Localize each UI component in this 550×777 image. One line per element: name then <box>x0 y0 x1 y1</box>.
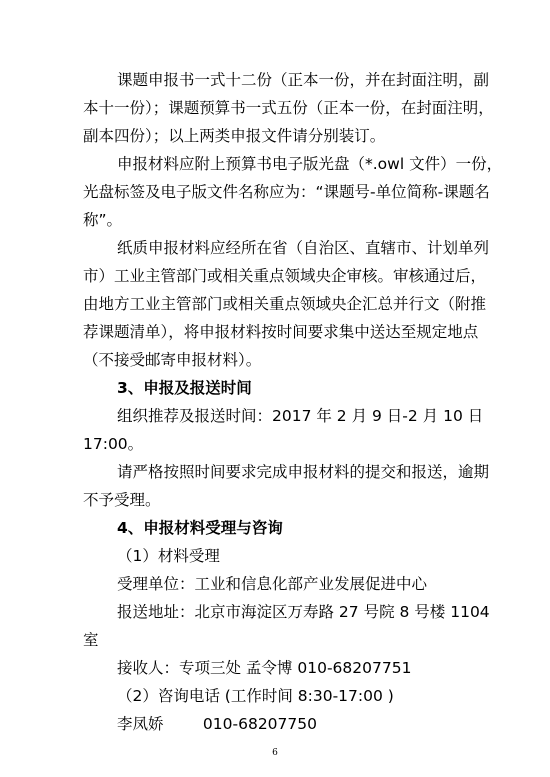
paragraph-line: 课题申报书一式十二份（正本一份，并在封面注明，副 <box>117 71 490 89</box>
section-heading: 4、申报材料受理与咨询 <box>117 519 283 537</box>
paragraph-line: 报送地址：北京市海淀区万寿路 27 号院 8 号楼 1104 <box>117 603 490 621</box>
paragraph-line: 市）工业主管部门或相关重点领域央企审核。审核通过后， <box>83 267 487 285</box>
paragraph-line: 光盘标签及电子版文件名称应为：“课题号-单位简称-课题名 <box>83 183 490 201</box>
paragraph-line: 本十一份）；课题预算书一式五份（正本一份，在封面注明， <box>83 99 494 117</box>
paragraph-line: 申报材料应附上预算书电子版光盘（*.owl 文件）一份， <box>117 155 503 173</box>
paragraph-line: 荐课题清单），将申报材料按时间要求集中送达至规定地点 <box>83 323 479 341</box>
paragraph-line: 接收人：专项三处 孟令博 010-68207751 <box>117 659 412 677</box>
paragraph-line: 称”。 <box>83 211 123 229</box>
section-heading: 3、申报及报送时间 <box>117 379 252 397</box>
paragraph-line: 室 <box>83 631 99 649</box>
paragraph-line: 受理单位：工业和信息化部产业发展促进中心 <box>117 575 428 593</box>
paragraph-line: （2）咨询电话 (工作时间 8:30-17:00 ) <box>117 687 394 705</box>
paragraph-line: 17:00。 <box>83 435 144 453</box>
paragraph-line: 李凤娇 010-68207750 <box>117 715 317 733</box>
paragraph-line: 请严格按照时间要求完成申报材料的提交和报送，逾期 <box>117 463 490 481</box>
paragraph-line: 组织推荐及报送时间：2017 年 2 月 9 日-2 月 10 日 <box>117 407 484 425</box>
paragraph-line: 副本四份）；以上两类申报文件请分别装订。 <box>83 127 386 145</box>
page-number: 6 <box>272 748 278 758</box>
paragraph-line: （不接受邮寄申报材料）。 <box>83 351 262 369</box>
paragraph-line: 纸质申报材料应经所在省（自治区、直辖市、计划单列 <box>117 239 490 257</box>
paragraph-line: 由地方工业主管部门或相关重点领域央企汇总并行文（附推 <box>83 295 487 313</box>
paragraph-line: （1）材料受理 <box>117 547 220 565</box>
paragraph-line: 不予受理。 <box>83 491 161 509</box>
